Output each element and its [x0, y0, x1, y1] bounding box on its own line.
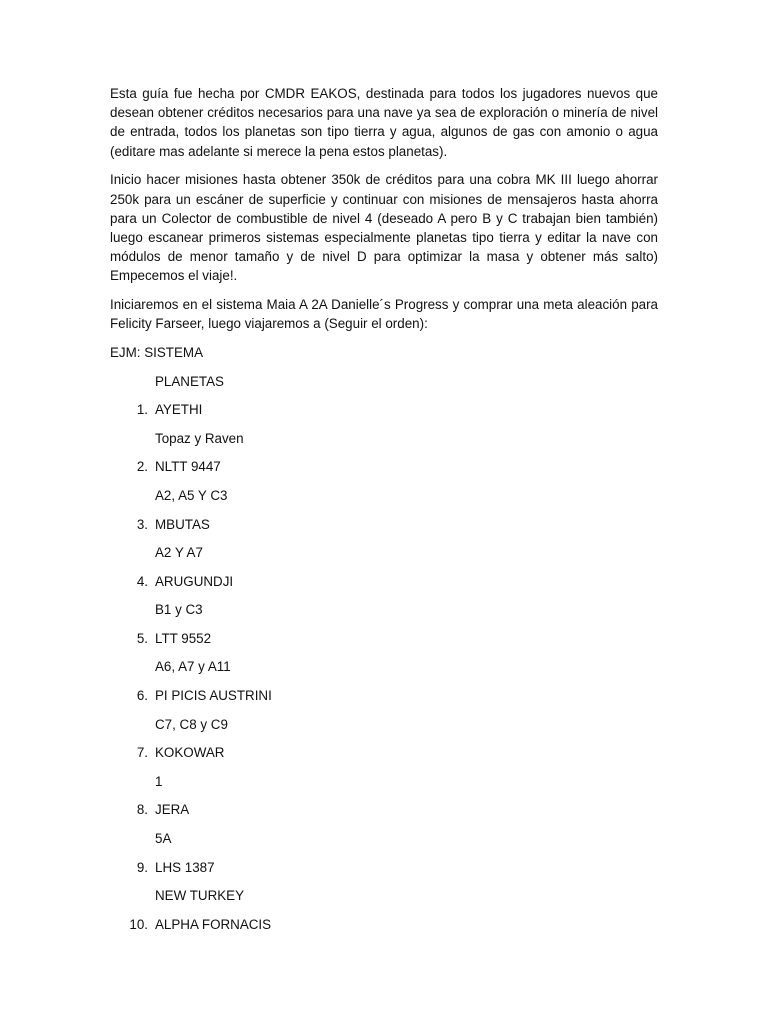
system-item	[110, 629, 658, 658]
system-name: JERA	[155, 802, 190, 818]
system-name: MBUTAS	[155, 516, 210, 532]
system-planets: NEW TURKEY	[155, 888, 245, 904]
system-planets: A2 Y A7	[155, 545, 203, 561]
system-planets: A2, A5 Y C3	[155, 487, 228, 503]
system-name: KOKOWAR	[155, 745, 225, 761]
system-name: LTT 9552	[155, 630, 212, 646]
system-number: 10.	[129, 916, 148, 932]
system-number: 6.	[136, 688, 148, 704]
system-name: ARUGUNDJI	[155, 573, 234, 589]
system-name: AYETHI	[155, 402, 203, 418]
example-system-label: EJM: SISTEMA	[110, 344, 204, 360]
system-item	[110, 743, 658, 772]
system-item	[110, 686, 658, 715]
system-planets: 5A	[155, 831, 172, 847]
system-name: NLTT 9447	[155, 459, 221, 475]
system-item	[110, 800, 658, 829]
system-number: 8.	[136, 802, 148, 818]
systems-list	[110, 400, 658, 943]
system-number: 3.	[136, 516, 148, 532]
system-name: LHS 1387	[155, 859, 215, 875]
system-item	[110, 572, 658, 601]
example-planets-label: PLANETAS	[155, 373, 224, 389]
system-planets: A6, A7 y A11	[155, 659, 231, 675]
intro-paragraph: Esta guía fue hecha por CMDR EAKOS, destinada para todos los jugadores nuevos que desean obtener créditos necesarios para una nave ya sea de exploración o minería de nivel de entrada, todos los planetas son tipo tierra y agua, algunos de gas con amonio o agua (editare mas adelante si merece la pena estos planetas).	[110, 86, 658, 159]
document-body	[110, 84, 658, 943]
system-item	[110, 457, 658, 486]
system-item	[110, 400, 658, 429]
system-planets: B1 y C3	[155, 602, 203, 618]
system-planets: C7, C8 y C9	[155, 716, 228, 732]
system-planets: 1	[155, 773, 163, 789]
system-name: PI PICIS AUSTRINI	[155, 688, 272, 704]
system-number: 2.	[136, 459, 148, 475]
system-item	[110, 915, 658, 944]
system-number: 5.	[136, 630, 148, 646]
system-planets: Topaz y Raven	[155, 430, 244, 446]
system-item	[110, 515, 658, 544]
system-number: 4.	[136, 573, 148, 589]
strategy-paragraph: Inicio hacer misiones hasta obtener 350k de créditos para una cobra MK III luego ahorrar 250k para un escáner de superficie y continuar con misiones de mensajeros hasta ahorra para un Colector de combustible de nivel 4 (deseado A pero B y C trabajan bien también) luego escanear primeros sistemas especialmente planetas tipo tierra y editar la nave con módulos de menor tamaño y de nivel D para optimizar la masa y obtener más salto) Empecemos el viaje!.	[110, 172, 658, 284]
system-name: ALPHA FORNACIS	[155, 916, 272, 932]
system-item	[110, 858, 658, 887]
system-number: 1.	[136, 402, 148, 418]
system-number: 9.	[136, 859, 148, 875]
system-number: 7.	[136, 745, 148, 761]
start-paragraph: Iniciaremos en el sistema Maia A 2A Danielle´s Progress y comprar una meta aleación para Felicity Farseer, luego viajaremos a (Seguir el orden):	[110, 297, 658, 332]
